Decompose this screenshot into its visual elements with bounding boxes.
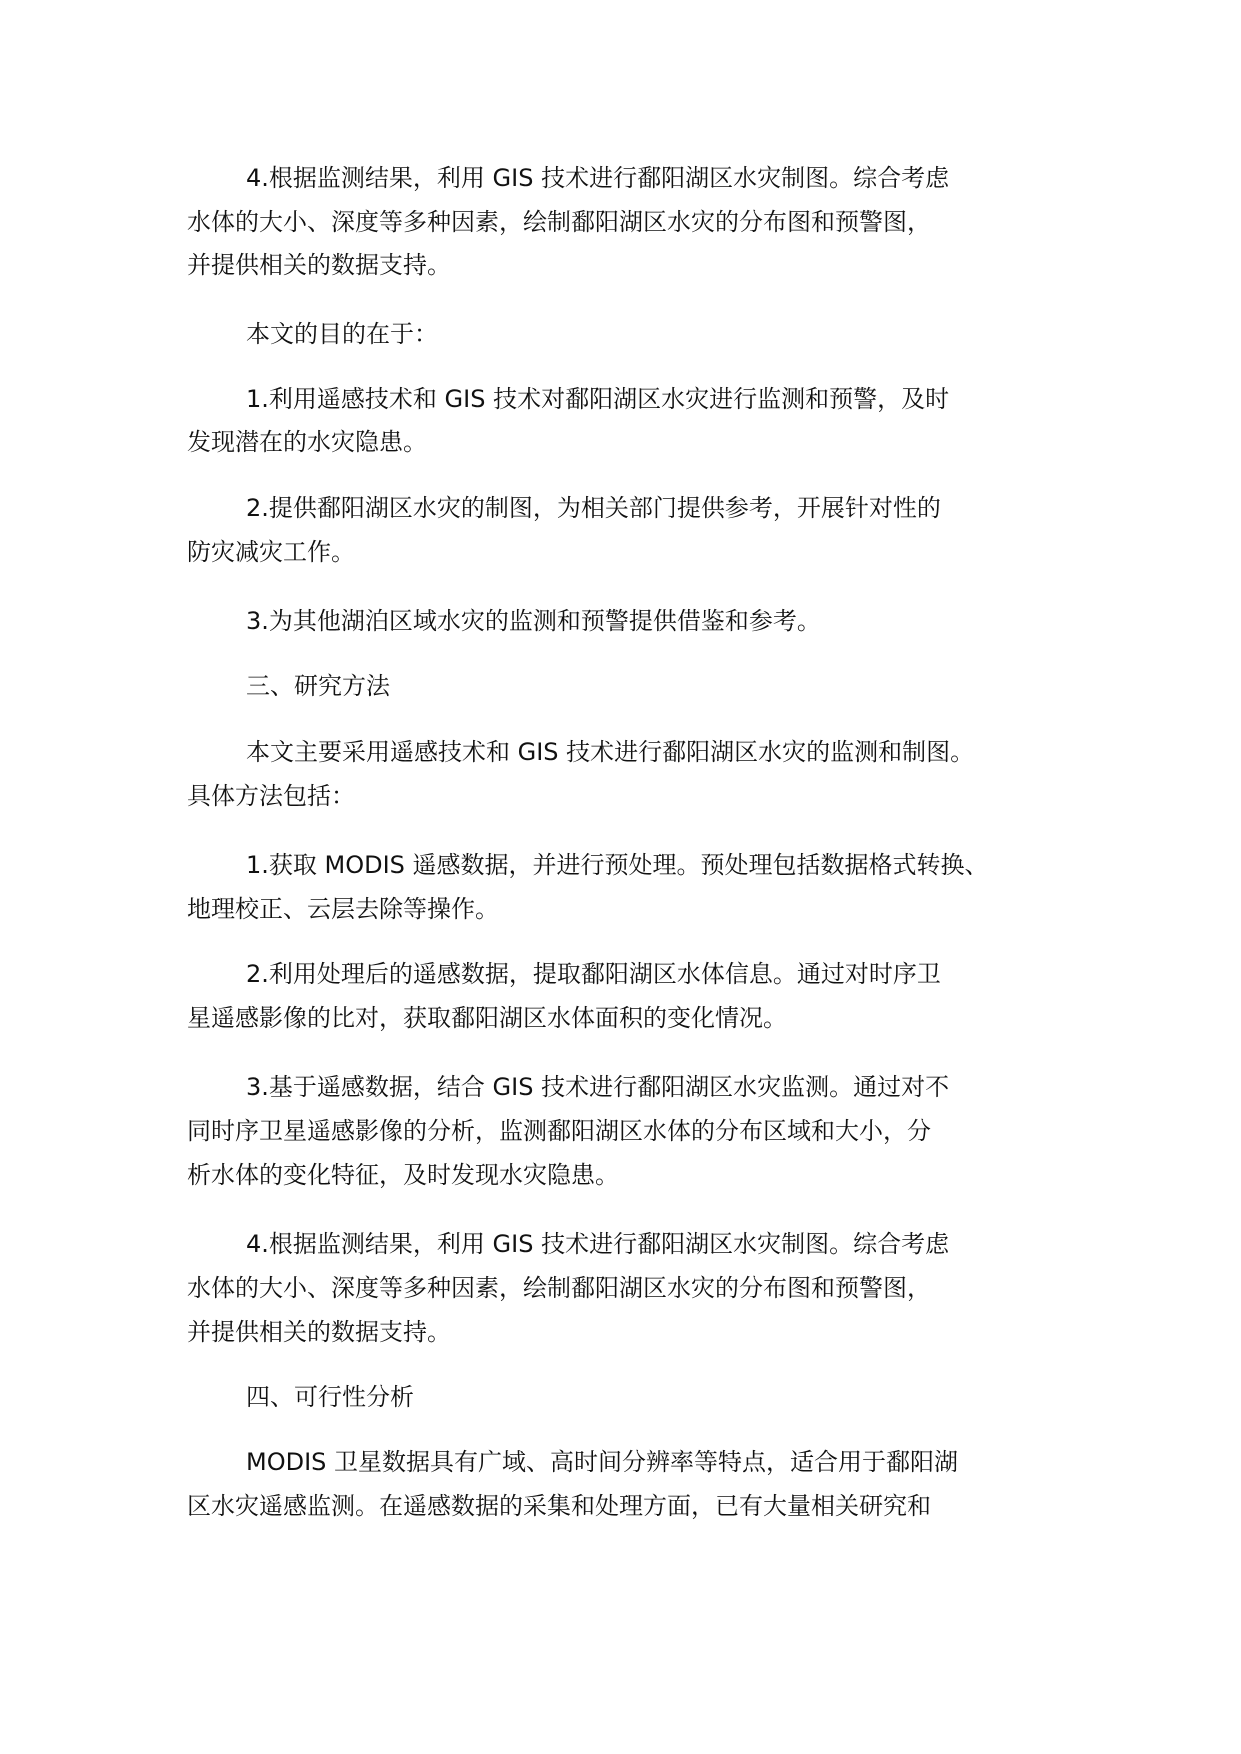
paragraph-line: 2.提供鄱阳湖区水灾的制图，为相关部门提供参考，开展针对性的 — [246, 494, 941, 522]
paragraph-line: 水体的大小、深度等多种因素，绘制鄱阳湖区水灾的分布图和预警图， — [187, 208, 931, 236]
paragraph-line: 3.为其他湖泊区域水灾的监测和预警提供借鉴和参考。 — [246, 607, 821, 635]
paragraph-line: 区水灾遥感监测。在遥感数据的采集和处理方面，已有大量相关研究和 — [187, 1492, 931, 1520]
paragraph-line: 具体方法包括： — [187, 782, 355, 810]
paragraph-line: 并提供相关的数据支持。 — [187, 251, 451, 279]
paragraph-line: 同时序卫星遥感影像的分析，监测鄱阳湖区水体的分布区域和大小，分 — [187, 1117, 931, 1145]
paragraph-line: 1.利用遥感技术和 GIS 技术对鄱阳湖区水灾进行监测和预警，及时 — [246, 385, 950, 413]
paragraph-line: 水体的大小、深度等多种因素，绘制鄱阳湖区水灾的分布图和预警图， — [187, 1274, 931, 1302]
section-heading: 三、研究方法 — [246, 672, 390, 700]
paragraph-line: 本文的目的在于： — [246, 320, 438, 348]
paragraph-line: 3.基于遥感数据，结合 GIS 技术进行鄱阳湖区水灾监测。通过对不 — [246, 1073, 950, 1101]
paragraph-line: 星遥感影像的比对，获取鄱阳湖区水体面积的变化情况。 — [187, 1004, 787, 1032]
paragraph-line: 4.根据监测结果，利用 GIS 技术进行鄱阳湖区水灾制图。综合考虑 — [246, 164, 950, 192]
paragraph-line: 并提供相关的数据支持。 — [187, 1318, 451, 1346]
paragraph-line: 本文主要采用遥感技术和 GIS 技术进行鄱阳湖区水灾的监测和制图。 — [246, 738, 975, 766]
paragraph-line: MODIS 卫星数据具有广域、高时间分辨率等特点，适合用于鄱阳湖 — [246, 1448, 959, 1476]
paragraph-line: 析水体的变化特征，及时发现水灾隐患。 — [187, 1161, 619, 1189]
paragraph-line: 地理校正、云层去除等操作。 — [187, 895, 499, 923]
section-heading: 四、可行性分析 — [246, 1383, 414, 1411]
paragraph-line: 发现潜在的水灾隐患。 — [187, 428, 427, 456]
paragraph-line: 防灾减灾工作。 — [187, 538, 355, 566]
paragraph-line: 1.获取 MODIS 遥感数据，并进行预处理。预处理包括数据格式转换、 — [246, 851, 989, 879]
paragraph-line: 4.根据监测结果，利用 GIS 技术进行鄱阳湖区水灾制图。综合考虑 — [246, 1230, 950, 1258]
paragraph-line: 2.利用处理后的遥感数据，提取鄱阳湖区水体信息。通过对时序卫 — [246, 960, 941, 988]
